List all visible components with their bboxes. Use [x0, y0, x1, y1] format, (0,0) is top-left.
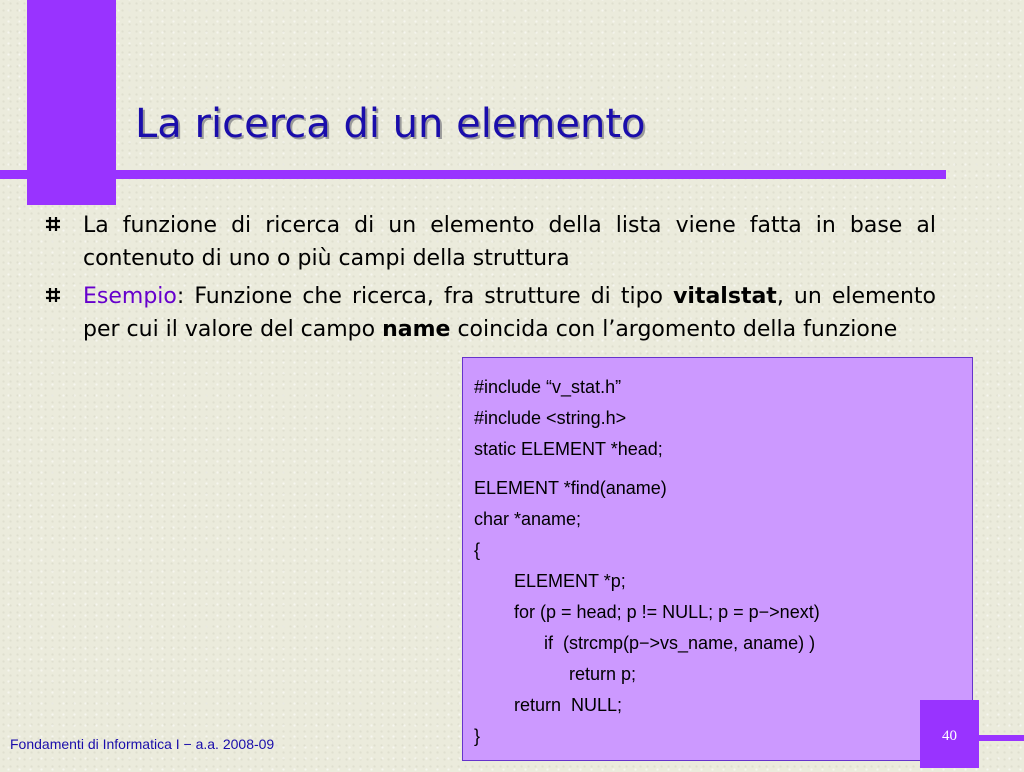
page-number-accent-line — [978, 735, 1024, 741]
bullet-text: coincida con l’argomento della funzione — [450, 317, 898, 342]
code-line: ELEMENT *find(aname) — [474, 478, 667, 498]
page-number: 40 — [920, 700, 979, 768]
code-line: return NULL; — [474, 695, 623, 715]
code-line: { — [474, 540, 481, 560]
bullet-text: La funzione di ricerca di un elemento della lista viene fatta in base al contenuto di uno o più campi della struttura — [83, 213, 936, 271]
keyword-vitalstat: vitalstat — [673, 284, 777, 309]
slide-title: La ricerca di un elemento — [135, 101, 646, 147]
code-line: ELEMENT *p; — [474, 571, 626, 591]
code-line: char *aname; — [474, 509, 582, 529]
code-line: return p; — [474, 664, 637, 684]
code-line: for (p = head; p != NULL; p = p−>next) — [474, 602, 820, 622]
code-box — [462, 357, 973, 761]
code-line: static ELEMENT *head; — [474, 439, 663, 459]
bullet-text: , un elemento per cui il valore del campo — [83, 284, 937, 342]
code-line: #include “v_stat.h” — [474, 377, 622, 397]
bullet-list — [44, 209, 936, 346]
bullet-text: : Funzione che ricerca, fra strutture di tipo — [176, 284, 674, 309]
code-line: } — [474, 726, 481, 746]
example-label: Esempio — [83, 284, 177, 309]
hash-bullet-icon — [44, 286, 62, 304]
hash-bullet-icon — [44, 215, 62, 233]
bullet-item — [44, 280, 936, 346]
code-line: if (strcmp(p−>vs_name, aname) ) — [474, 633, 816, 653]
code-line: #include <string.h> — [474, 408, 627, 428]
slide-footer: Fondamenti di Informatica I − a.a. 2008-09 — [10, 736, 275, 752]
title-underline-bar — [0, 170, 946, 179]
keyword-name: name — [382, 317, 451, 342]
bullet-item — [44, 209, 936, 275]
